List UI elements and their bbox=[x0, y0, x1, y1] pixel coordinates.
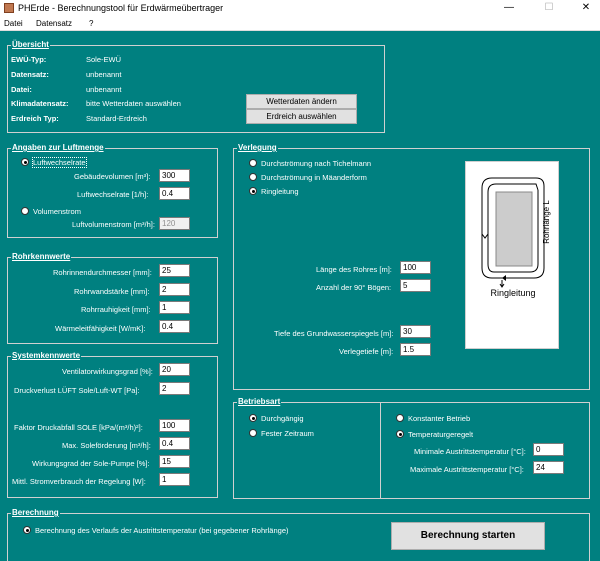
dataset-label: Datensatz: bbox=[11, 70, 49, 79]
volume-flow-radio-label[interactable]: Volumenstrom bbox=[33, 207, 81, 216]
pump-efficiency-input[interactable]: 15 bbox=[159, 455, 190, 468]
overview-title: Übersicht bbox=[12, 40, 49, 49]
operation-group bbox=[233, 397, 590, 499]
ring-pipe-inlet bbox=[528, 184, 538, 190]
brine-pressure-factor-label: Faktor Druckabfall SOLE [kPa/(m³/h)²]: bbox=[14, 423, 143, 432]
building-volume-input[interactable]: 300 bbox=[159, 169, 190, 182]
wall-thickness-label: Rohrwandstärke [mm]: bbox=[74, 287, 150, 296]
conductivity-label: Wärmeleitfähigkeit [W/mK]: bbox=[55, 324, 146, 333]
dataset-value: unbenannt bbox=[86, 70, 122, 79]
operation-divider bbox=[380, 403, 381, 498]
pipe-length-input[interactable]: 100 bbox=[400, 261, 431, 274]
change-weather-button[interactable]: Wetterdaten ändern bbox=[246, 94, 357, 109]
brine-pressure-factor-input[interactable]: 100 bbox=[159, 419, 190, 432]
constant-operation-radio[interactable] bbox=[396, 414, 404, 422]
system-group bbox=[7, 351, 218, 498]
window-title: PHErde - Berechnungstool für Erdwärmeübertrager bbox=[18, 3, 224, 13]
close-button[interactable]: ✕ bbox=[581, 2, 591, 13]
fixed-period-radio[interactable] bbox=[249, 429, 257, 437]
fan-efficiency-input[interactable]: 20 bbox=[159, 363, 190, 376]
control-power-input[interactable]: 1 bbox=[159, 473, 190, 486]
climate-label: Klimadatensatz: bbox=[11, 99, 69, 108]
inner-diameter-label: Rohrinnendurchmesser [mm]: bbox=[53, 268, 152, 277]
pump-efficiency-label: Wirkungsgrad der Sole-Pumpe [%]: bbox=[32, 459, 150, 468]
menu-datensatz[interactable]: Datensatz bbox=[36, 19, 73, 28]
roughness-label: Rohrrauhigkeit [mm]: bbox=[81, 305, 151, 314]
file-label: Datei: bbox=[11, 85, 32, 94]
min-temp-label: Minimale Austrittstemperatur [°C]: bbox=[414, 447, 526, 456]
menu-help[interactable]: ? bbox=[89, 19, 94, 28]
airflow-rate-radio-label[interactable]: Luftwechselrate bbox=[33, 158, 86, 167]
air-flow-label: Luftvolumenstrom [m³/h]: bbox=[72, 220, 155, 229]
file-value: unbenannt bbox=[86, 85, 122, 94]
pressure-loss-input[interactable]: 2 bbox=[159, 382, 190, 395]
system-title: Systemkennwerte bbox=[12, 351, 81, 360]
ewu-type-value: Sole-EWÜ bbox=[86, 55, 122, 64]
min-temp-input[interactable]: 0 bbox=[533, 443, 564, 456]
continuous-radio[interactable] bbox=[249, 414, 257, 422]
pressure-loss-label: Druckverlust LÜFT Sole/Luft-WT [Pa]: bbox=[14, 386, 140, 395]
calculation-group bbox=[7, 508, 590, 561]
max-brine-flow-label: Max. Soleförderung [m³/h]: bbox=[62, 441, 151, 450]
ewu-type-label: EWÜ-Typ: bbox=[11, 55, 47, 64]
start-calculation-button[interactable]: Berechnung starten bbox=[391, 522, 545, 550]
pipe-length-caption: Rohrlänge L bbox=[542, 200, 551, 244]
soil-block bbox=[496, 192, 532, 266]
air-change-rate-input[interactable]: 0.4 bbox=[159, 187, 190, 200]
calc-outlet-temp-radio-label[interactable]: Berechnung des Verlaufs der Austrittstemperatur (bei gegebener Rohrlänge) bbox=[35, 526, 289, 535]
tichelmann-radio-label[interactable]: Durchströmung nach Tichelmann bbox=[261, 159, 372, 168]
flow-arrow-icon bbox=[482, 234, 488, 238]
diagram-caption: Ringleitung bbox=[490, 288, 536, 298]
app-icon bbox=[4, 3, 14, 13]
layout-title: Verlegung bbox=[238, 143, 277, 152]
building-volume-label: Gebäudevolumen [m³]: bbox=[74, 172, 151, 181]
select-soil-button[interactable]: Erdreich auswählen bbox=[246, 109, 357, 124]
flow-arrow-icon bbox=[502, 275, 506, 281]
conductivity-input[interactable]: 0.4 bbox=[159, 320, 190, 333]
bends-input[interactable]: 5 bbox=[400, 279, 431, 292]
minimize-button[interactable]: — bbox=[504, 2, 514, 13]
airflow-rate-radio[interactable] bbox=[21, 158, 29, 166]
operation-title: Betriebsart bbox=[238, 397, 281, 406]
roughness-input[interactable]: 1 bbox=[159, 301, 190, 314]
calculation-title: Berechnung bbox=[12, 508, 59, 517]
volume-flow-radio[interactable] bbox=[21, 207, 29, 215]
fan-efficiency-label: Ventilatorwirkungsgrad [%]: bbox=[62, 367, 153, 376]
inner-diameter-input[interactable]: 25 bbox=[159, 264, 190, 277]
continuous-radio-label[interactable]: Durchgängig bbox=[261, 414, 304, 423]
ring-radio-label[interactable]: Ringleitung bbox=[261, 187, 299, 196]
title-bar bbox=[0, 0, 600, 17]
ring-layout-diagram bbox=[465, 161, 559, 349]
fixed-period-radio-label[interactable]: Fester Zeitraum bbox=[261, 429, 314, 438]
menu-datei[interactable]: Datei bbox=[4, 19, 23, 28]
meander-radio-label[interactable]: Durchströmung in Mäanderform bbox=[261, 173, 367, 182]
max-temp-label: Maximale Austrittstemperatur [°C]: bbox=[410, 465, 524, 474]
bends-label: Anzahl der 90° Bögen: bbox=[316, 283, 392, 292]
soil-label: Erdreich Typ: bbox=[11, 114, 59, 123]
pipe-title: Rohrkennwerte bbox=[12, 252, 71, 261]
tichelmann-radio[interactable] bbox=[249, 159, 257, 167]
air-flow-input[interactable]: 120 bbox=[159, 217, 190, 230]
climate-value: bitte Wetterdaten auswählen bbox=[86, 99, 181, 108]
calc-outlet-temp-radio[interactable] bbox=[23, 526, 31, 534]
constant-operation-radio-label[interactable]: Konstanter Betrieb bbox=[408, 414, 471, 423]
airflow-group bbox=[7, 143, 218, 238]
airflow-title: Angaben zur Luftmenge bbox=[12, 143, 104, 152]
laying-depth-label: Verlegetiefe [m]: bbox=[339, 347, 394, 356]
ring-pipe-drawing bbox=[466, 162, 560, 350]
flow-arrow-icon bbox=[500, 280, 504, 287]
max-brine-flow-input[interactable]: 0.4 bbox=[159, 437, 190, 450]
groundwater-input[interactable]: 30 bbox=[400, 325, 431, 338]
soil-value: Standard-Erdreich bbox=[86, 114, 147, 123]
overview-group bbox=[7, 40, 385, 133]
maximize-button[interactable]: ☐ bbox=[544, 2, 554, 13]
laying-depth-input[interactable]: 1.5 bbox=[400, 343, 431, 356]
meander-radio[interactable] bbox=[249, 173, 257, 181]
temperature-controlled-radio[interactable] bbox=[396, 430, 404, 438]
max-temp-input[interactable]: 24 bbox=[533, 461, 564, 474]
pipe-group bbox=[7, 252, 218, 344]
groundwater-label: Tiefe des Grundwasserspiegels [m]: bbox=[274, 329, 394, 338]
air-change-rate-label: Luftwechselrate [1/h]: bbox=[77, 190, 149, 199]
control-power-label: Mittl. Stromverbrauch der Regelung [W]: bbox=[12, 477, 146, 486]
wall-thickness-input[interactable]: 2 bbox=[159, 283, 190, 296]
ring-pipe-outlet bbox=[536, 178, 544, 192]
temperature-controlled-radio-label[interactable]: Temperaturgeregelt bbox=[408, 430, 474, 439]
pipe-length-label: Länge des Rohres [m]: bbox=[316, 265, 392, 274]
ring-radio[interactable] bbox=[249, 187, 257, 195]
menu-bar bbox=[0, 17, 600, 31]
layout-group bbox=[233, 143, 590, 390]
